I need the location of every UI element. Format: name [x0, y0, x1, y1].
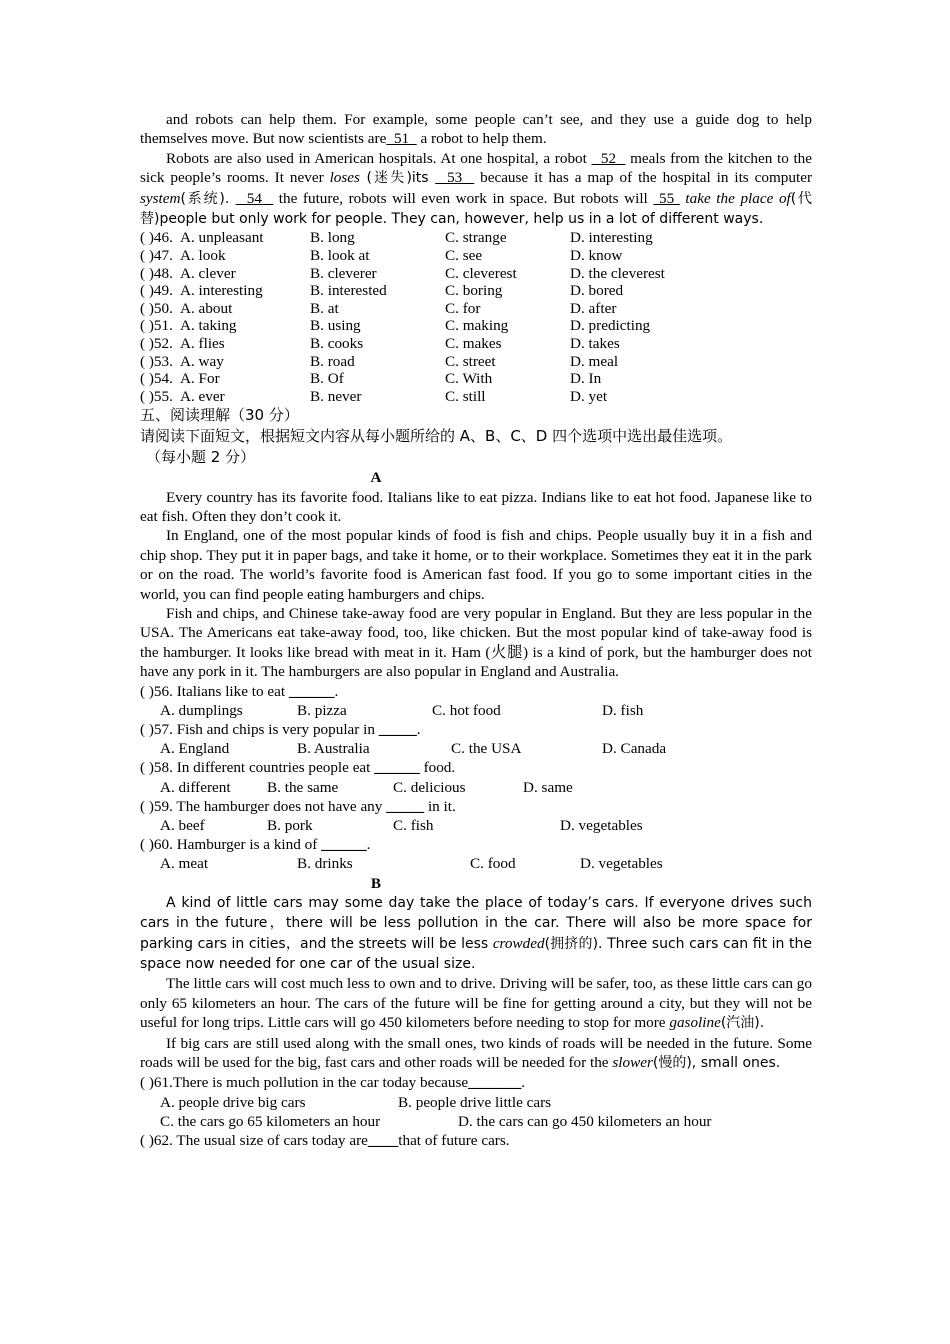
q58-blank: ______ [374, 759, 420, 777]
cloze-blank-55: 55 [653, 189, 680, 207]
answer-bracket-54[interactable]: ( )54. [140, 370, 173, 388]
option-b-55[interactable]: B. never [310, 387, 362, 405]
cloze-p2-text-g: (代替)people but only work for people. They can, however, help us in a lot of different ways. [140, 190, 813, 228]
option-d-51[interactable]: D. predicting [570, 317, 651, 335]
cloze-p2-text-f: the future, robots will even work in space. But robots will [273, 189, 654, 207]
q57-stem-pre: ( )57. Fish and chips is very popular in [140, 721, 379, 739]
option-d-48[interactable]: D. the cleverest [570, 264, 665, 282]
option-d-52[interactable]: D. takes [570, 335, 620, 352]
passage-b-paragraph-2 [140, 974, 812, 1033]
question-stem-61 [140, 1073, 812, 1092]
questions-a-list [140, 682, 812, 874]
q58-option-a[interactable]: A. different [160, 778, 231, 796]
option-c-50[interactable]: C. for [445, 299, 481, 317]
option-a-51[interactable]: A. taking [180, 317, 237, 335]
option-d-53[interactable]: D. meal [570, 352, 619, 370]
option-d-55[interactable]: D. yet [570, 387, 608, 405]
option-b-51[interactable]: B. using [310, 317, 361, 335]
option-d-54[interactable]: D. In [570, 370, 602, 388]
cloze-option-row[interactable] [140, 353, 812, 371]
option-c-52[interactable]: C. makes [445, 335, 502, 352]
q58-option-b[interactable]: B. the same [267, 778, 339, 796]
passage-label-a: A [370, 469, 382, 487]
q56-blank: ______ [288, 682, 335, 700]
cloze-option-row[interactable] [140, 317, 812, 335]
question-stem-56 [140, 682, 812, 701]
option-a-47[interactable]: A. look [180, 247, 226, 265]
option-c-55[interactable]: C. still [445, 387, 486, 405]
cloze-blank-52: 52 [591, 149, 626, 167]
q62-stem-post: that of future cars. [398, 1132, 510, 1150]
question-stem-58 [140, 758, 812, 777]
passage-b-p2-text-a: The little cars will cost much less to own and to drive. Driving will be safer, too, as these little cars can go only 65 kilometers an hour. The cars of the future will be fine for getting around a city, but they will not be useful for long trips. Little cars will go 450 kilometers before needing to stop for more [140, 975, 812, 1032]
option-c-47[interactable]: C. see [445, 247, 483, 265]
option-b-53[interactable]: B. road [310, 352, 355, 370]
answer-bracket-51[interactable]: ( )51. [140, 317, 173, 335]
q58-option-d[interactable]: D. same [523, 778, 573, 796]
q61-option-b[interactable]: B. people drive little cars [398, 1093, 552, 1111]
option-c-48[interactable]: C. cleverest [445, 264, 517, 282]
passage-b-word-gasoline: gasoline [669, 1014, 721, 1032]
option-b-48[interactable]: B. cleverer [310, 264, 377, 282]
passage-label-b: B [370, 874, 382, 892]
cloze-option-row[interactable] [140, 229, 812, 247]
cloze-option-row[interactable] [140, 247, 812, 265]
q59-stem-post: in it. [424, 797, 456, 815]
option-d-46[interactable]: D. interesting [570, 229, 653, 247]
cloze-option-row[interactable] [140, 335, 812, 353]
cloze-option-row[interactable] [140, 370, 812, 388]
question-options-58[interactable] [140, 778, 812, 797]
q61-option-c[interactable]: C. the cars go 65 kilometers an hour [160, 1112, 381, 1130]
question-options-60[interactable] [140, 854, 812, 873]
answer-bracket-49[interactable]: ( )49. [140, 282, 173, 300]
cloze-p2-text-a: Robots are also used in American hospitals. At one hospital, a robot [166, 149, 592, 167]
q60-blank: ______ [321, 836, 367, 854]
question-stem-60 [140, 835, 812, 854]
cloze-p1-text-b: a robot to help them. [416, 130, 547, 148]
q60-option-d[interactable]: D. vegetables [580, 855, 663, 873]
q56-option-c[interactable]: C. hot food [432, 701, 501, 719]
option-d-47[interactable]: D. know [570, 247, 623, 265]
answer-bracket-55[interactable]: ( )55. [140, 387, 173, 405]
cloze-blank-53: 53 [435, 169, 475, 187]
passage-b-paragraph-3 [140, 1034, 812, 1074]
q60-option-c[interactable]: C. food [470, 855, 516, 873]
option-a-54[interactable]: A. For [180, 370, 220, 388]
passage-b-p1-text-a: A kind of little cars may some day take the place of today’s cars. If everyone drives such cars in the future，there will be less pollution in the car. There will also be more space for parking cars in cities，and the streets will be less [140, 894, 812, 952]
q59-stem-pre: ( )59. The hamburger does not have any [140, 797, 387, 815]
option-d-49[interactable]: D. bored [570, 282, 624, 300]
cloze-option-row[interactable] [140, 300, 812, 318]
option-c-49[interactable]: C. boring [445, 282, 503, 300]
q62-blank: ____ [367, 1132, 399, 1150]
option-b-54[interactable]: B. Of [310, 370, 344, 388]
option-c-51[interactable]: C. making [445, 317, 509, 335]
cloze-blank-51: 51 [386, 130, 417, 148]
q57-option-b[interactable]: B. Australia [297, 740, 370, 758]
q56-stem-post: . [334, 682, 339, 700]
q58-option-c[interactable]: C. delicious [393, 778, 466, 796]
q57-blank: _____ [378, 721, 417, 739]
q59-blank: _____ [386, 797, 425, 815]
q57-stem-post: . [416, 721, 421, 739]
cloze-paragraph-1 [140, 110, 812, 149]
exam-page [140, 110, 812, 1150]
q56-option-d[interactable]: D. fish [602, 701, 644, 719]
q61-stem-pre: ( )61.There is much pollution in the car today because [140, 1074, 469, 1092]
questions-b-list [140, 1073, 812, 1150]
q62-stem-pre: ( )62. The usual size of cars today are [140, 1132, 368, 1150]
q61-option-a[interactable]: A. people drive big cars [160, 1093, 306, 1111]
cloze-paragraph-2 [140, 149, 812, 230]
cloze-word-loses: loses [329, 169, 360, 187]
option-b-47[interactable]: B. look at [310, 247, 370, 265]
question-options-59[interactable] [140, 816, 812, 835]
option-c-53[interactable]: C. street [445, 352, 496, 370]
option-b-46[interactable]: B. long [310, 229, 355, 247]
section-points-per-item: （每小题 2 分） [146, 448, 256, 467]
section-instruction: 请阅读下面短文，根据短文内容从每小题所给的 A、B、C、D 四个选项中选出最佳选项。 [140, 427, 733, 446]
passage-a-paragraph-3: Fish and chips, and Chinese take-away food are very popular in England. But they are less popular in the USA. The Americans eat take-away food, too, like chicken. But the most popular kind of take-away food is the hamburger. It looks like bread with meat in it. Ham (火腿) is a kind of pork, but the hamburger does not have any pork in it. The hamburgers are also popular in England and Australia. [140, 605, 812, 681]
q61-option-d[interactable]: D. the cars can go 450 kilometers an hour [458, 1112, 712, 1130]
q56-option-b[interactable]: B. pizza [297, 701, 347, 719]
answer-bracket-53[interactable]: ( )53. [140, 352, 173, 370]
section-heading-reading: 五、阅读理解（30 分） [140, 406, 299, 425]
q60-stem-pre: ( )60. Hamburger is a kind of [140, 836, 322, 854]
q60-option-b[interactable]: B. drinks [297, 855, 353, 873]
answer-bracket-46[interactable]: ( )46. [140, 229, 173, 247]
option-a-46[interactable]: A. unpleasant [180, 229, 264, 247]
q58-stem-post: food. [419, 759, 456, 777]
q61-blank: _______ [468, 1074, 522, 1092]
answer-bracket-50[interactable]: ( )50. [140, 299, 173, 317]
q59-option-b[interactable]: B. pork [267, 817, 313, 835]
option-a-50[interactable]: A. about [180, 299, 233, 317]
question-options-61-row2[interactable] [140, 1112, 812, 1131]
cloze-options-list [140, 229, 812, 405]
option-a-55[interactable]: A. ever [180, 387, 225, 405]
question-options-61-row1[interactable] [140, 1093, 812, 1112]
q57-option-a[interactable]: A. England [160, 740, 230, 758]
q59-option-d[interactable]: D. vegetables [560, 817, 643, 835]
q58-stem-pre: ( )58. In different countries people eat [140, 759, 375, 777]
option-d-50[interactable]: D. after [570, 299, 617, 317]
cloze-word-system: system [140, 189, 181, 207]
q57-option-c[interactable]: C. the USA [451, 740, 522, 758]
option-c-54[interactable]: C. With [445, 370, 493, 388]
question-options-56[interactable] [140, 701, 812, 720]
q57-option-d[interactable]: D. Canada [602, 740, 667, 758]
passage-b-paragraph-1 [140, 893, 812, 975]
answer-bracket-47[interactable]: ( )47. [140, 247, 173, 265]
passage-b-p3-text-a: If big cars are still used along with the small ones, two kinds of roads will be needed in the future. Some roads will be used for the big, fast cars and other roads will be needed for the [140, 1034, 812, 1072]
passage-b-p1-text-b: (拥挤的). Three such cars can fit in the space now needed for one car of the usual size. [140, 935, 812, 973]
question-options-57[interactable] [140, 739, 812, 758]
passage-b-word-crowded: crowded [492, 934, 545, 952]
passage-b-p3-text-b: (慢的), small ones. [652, 1055, 781, 1072]
option-a-48[interactable]: A. clever [180, 264, 236, 282]
cloze-option-row[interactable] [140, 265, 812, 283]
option-a-53[interactable]: A. way [180, 352, 224, 370]
q60-stem-post: . [366, 836, 371, 854]
q61-stem-post: . [521, 1074, 526, 1092]
answer-bracket-48[interactable]: ( )48. [140, 264, 173, 282]
q59-option-a[interactable]: A. beef [160, 817, 205, 835]
passage-b-word-slower: slower [612, 1054, 653, 1072]
question-stem-57 [140, 720, 812, 739]
question-stem-59 [140, 797, 812, 816]
cloze-option-row[interactable] [140, 388, 812, 406]
q59-option-c[interactable]: C. fish [393, 817, 434, 835]
q56-option-a[interactable]: A. dumplings [160, 701, 243, 719]
cloze-p2-text-e: (系统). [180, 190, 236, 207]
passage-b-p2-text-b: (汽油). [720, 1015, 765, 1032]
q60-option-a[interactable]: A. meat [160, 855, 209, 873]
cloze-phrase-take-the-place-of: take the place of [679, 189, 791, 207]
question-stem-62 [140, 1131, 812, 1150]
option-c-46[interactable]: C. strange [445, 229, 507, 247]
cloze-p2-text-d: because it has a map of the hospital in its computer [474, 169, 813, 187]
option-b-50[interactable]: B. at [310, 299, 339, 317]
cloze-option-row[interactable] [140, 282, 812, 300]
cloze-p1-text-a: and robots can help them. For example, some people can’t see, and they use a guide dog to help themselves move. But now scientists are [140, 111, 812, 148]
option-b-49[interactable]: B. interested [310, 282, 387, 300]
answer-bracket-52[interactable]: ( )52. [140, 335, 173, 352]
passage-a-paragraph-1: Every country has its favorite food. Italians like to eat pizza. Indians like to eat hot food. Japanese like to eat fish. Often they don’t cook it. [140, 488, 812, 525]
option-a-49[interactable]: A. interesting [180, 282, 263, 300]
cloze-p2-text-c: (迷失)its [359, 170, 436, 187]
cloze-blank-54: 54 [235, 189, 274, 207]
option-b-52[interactable]: B. cooks [310, 335, 364, 352]
passage-a-paragraph-2: In England, one of the most popular kinds of food is fish and chips. People usually buy it in a fish and chip shop. They put it in paper bags, and take it home, or to their workplace. Sometimes they eat it in the park or on the road. The world’s favorite food is American fast food. If you go to some important cities in the world, you can find people eating hamburgers and chips. [140, 527, 812, 603]
q56-stem-pre: ( )56. Italians like to eat [140, 682, 289, 700]
cloze-p2-text-b: meals from the kitchen to the sick people’s rooms. It never [140, 149, 813, 187]
option-a-52[interactable]: A. flies [180, 335, 225, 352]
